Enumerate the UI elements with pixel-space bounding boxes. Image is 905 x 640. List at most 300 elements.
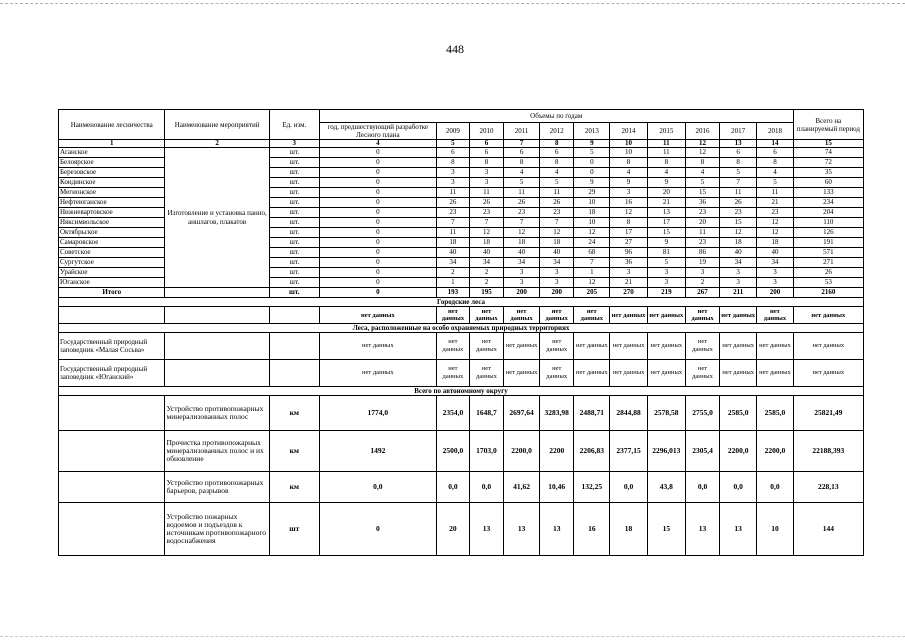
- year-value-cell: 21: [757, 198, 793, 208]
- header-volumes: Объемы по годам: [319, 110, 793, 123]
- column-number: 9: [574, 140, 610, 148]
- forest-plan-table: [58, 109, 864, 556]
- year-value-cell: 5: [574, 148, 610, 158]
- year-value-cell: 5: [503, 178, 539, 188]
- forestry-name: Нижневартовское: [59, 208, 165, 218]
- year-value-cell: 26: [436, 198, 469, 208]
- column-number: 12: [685, 140, 719, 148]
- row-total-cell: 25821,49: [793, 396, 863, 431]
- column-number-row: [59, 140, 864, 148]
- header-forestry: Наименование лесничества: [59, 110, 165, 140]
- section-header-row: [59, 324, 864, 333]
- header-year: 2016: [685, 123, 719, 140]
- year-value-cell: 13: [647, 208, 685, 218]
- year-value-cell: 9: [574, 178, 610, 188]
- year-value-cell: 5: [720, 168, 757, 178]
- year-value-cell: 7: [720, 178, 757, 188]
- prev-year-cell: 0: [319, 228, 436, 238]
- header-year: 2012: [540, 123, 574, 140]
- no-data-cell: нет данных: [469, 307, 503, 324]
- year-value-cell: 15: [647, 503, 685, 556]
- no-data-cell: нет данных: [720, 333, 757, 360]
- activity-name: Устройство пожарных водоемов и подъездов к источникам противопожарного водоснабжения: [165, 503, 269, 556]
- year-value-cell: 2: [436, 268, 469, 278]
- column-number: 14: [757, 140, 793, 148]
- year-value-cell: 2500,0: [436, 431, 469, 472]
- no-data-cell: нет данных: [720, 307, 757, 324]
- year-value-cell: 23: [685, 208, 719, 218]
- column-number: 4: [319, 140, 436, 148]
- year-value-cell: 21: [647, 198, 685, 208]
- row-total-cell: 126: [793, 228, 863, 238]
- year-value-cell: 2: [685, 278, 719, 288]
- forestry-name: Нефтеюганское: [59, 198, 165, 208]
- year-value-cell: 3: [720, 268, 757, 278]
- unit-cell: шт.: [269, 168, 319, 178]
- year-value-cell: 10: [574, 218, 610, 228]
- year-value-cell: 2206,83: [574, 431, 610, 472]
- forestry-name: Белоярское: [59, 158, 165, 168]
- unit-cell: шт.: [269, 198, 319, 208]
- grand-total-cell: 2160: [793, 288, 863, 298]
- prev-year-cell: 1774,0: [319, 396, 436, 431]
- no-data-cell: нет данных: [685, 333, 719, 360]
- year-value-cell: 0,0: [720, 472, 757, 503]
- year-value-cell: 1648,7: [469, 396, 503, 431]
- unit-cell: шт.: [269, 238, 319, 248]
- row-total-cell: 53: [793, 278, 863, 288]
- unit-cell: шт.: [269, 268, 319, 278]
- year-value-cell: 18: [757, 238, 793, 248]
- column-number: 7: [503, 140, 539, 148]
- unit-cell: км: [269, 472, 319, 503]
- year-value-cell: 8: [647, 158, 685, 168]
- year-value-cell: 11: [647, 148, 685, 158]
- no-data-cell: нет данных: [610, 360, 647, 387]
- column-number: 8: [540, 140, 574, 148]
- no-data-cell: нет данных: [793, 333, 863, 360]
- year-value-cell: 8: [720, 158, 757, 168]
- year-value-cell: 1: [574, 268, 610, 278]
- year-value-cell: 8: [610, 218, 647, 228]
- no-data-cell: нет данных: [610, 307, 647, 324]
- year-value-cell: 4: [540, 168, 574, 178]
- row-total-cell: 144: [793, 503, 863, 556]
- okrug-activity-row: [59, 396, 864, 431]
- year-value-cell: 26: [540, 198, 574, 208]
- year-value-cell: 3: [540, 278, 574, 288]
- reserve-name: Государственный природный заповедник «Малая Сосьва»: [59, 333, 165, 360]
- row-total-cell: 571: [793, 248, 863, 258]
- year-value-cell: 2200,0: [720, 431, 757, 472]
- header-total: Всего на планируемый период: [793, 110, 863, 140]
- year-value-cell: 2488,71: [574, 396, 610, 431]
- no-data-cell: нет данных: [647, 333, 685, 360]
- year-value-cell: 23: [720, 208, 757, 218]
- forestry-name: Юганское: [59, 278, 165, 288]
- year-value-cell: 18: [574, 208, 610, 218]
- year-value-cell: 16: [610, 198, 647, 208]
- forestry-name: Самаровское: [59, 238, 165, 248]
- row-total-cell: 72: [793, 158, 863, 168]
- year-value-cell: 3: [757, 268, 793, 278]
- prev-year-cell: 0: [319, 218, 436, 228]
- empty-cell: [269, 333, 319, 360]
- no-data-cell: нет данных: [503, 360, 539, 387]
- year-value-cell: 12: [757, 218, 793, 228]
- year-value-cell: 26: [720, 198, 757, 208]
- no-data-cell: нет данных: [574, 360, 610, 387]
- prev-year-cell: 0: [319, 198, 436, 208]
- year-value-cell: 11: [757, 188, 793, 198]
- row-total-cell: 133: [793, 188, 863, 198]
- header-year: 2009: [436, 123, 469, 140]
- no-data-cell: нет данных: [685, 307, 719, 324]
- year-value-cell: 11: [436, 228, 469, 238]
- year-value-cell: 12: [610, 208, 647, 218]
- year-value-cell: 9: [647, 238, 685, 248]
- year-value-cell: 40: [720, 248, 757, 258]
- year-value-cell: 10: [574, 198, 610, 208]
- section-okrug-title: Всего по автономному округу: [59, 387, 864, 396]
- unit-cell: шт.: [269, 248, 319, 258]
- forestry-row: [59, 148, 864, 158]
- year-value-cell: 3283,98: [540, 396, 574, 431]
- okrug-activity-row: [59, 503, 864, 556]
- year-value-cell: 3: [757, 278, 793, 288]
- okrug-activity-row: [59, 472, 864, 503]
- no-data-cell: нет данных: [436, 307, 469, 324]
- no-data-cell: нет данных: [503, 333, 539, 360]
- no-data-cell: нет данных: [436, 333, 469, 360]
- no-data-cell: нет данных: [720, 360, 757, 387]
- year-value-cell: 200: [503, 288, 539, 298]
- year-value-cell: 10: [610, 148, 647, 158]
- header-year: 2013: [574, 123, 610, 140]
- year-value-cell: 23: [436, 208, 469, 218]
- year-value-cell: 29: [574, 188, 610, 198]
- no-data-cell: нет данных: [647, 307, 685, 324]
- unit-cell: шт: [269, 503, 319, 556]
- year-value-cell: 13: [469, 503, 503, 556]
- year-value-cell: 68: [574, 248, 610, 258]
- year-value-cell: 10,46: [540, 472, 574, 503]
- year-value-cell: 8: [436, 158, 469, 168]
- year-value-cell: 5: [685, 178, 719, 188]
- year-value-cell: 12: [503, 228, 539, 238]
- year-value-cell: 13: [685, 503, 719, 556]
- row-total-cell: 26: [793, 268, 863, 278]
- no-data-cell: нет данных: [540, 333, 574, 360]
- no-data-cell: нет данных: [610, 333, 647, 360]
- forestry-name: Урайское: [59, 268, 165, 278]
- prev-year-cell: 0: [319, 288, 436, 298]
- total-row: [59, 288, 864, 298]
- row-total-cell: 191: [793, 238, 863, 248]
- no-data-cell: нет данных: [319, 333, 436, 360]
- header-row: [59, 110, 864, 123]
- year-value-cell: 2296,013: [647, 431, 685, 472]
- row-total-cell: 110: [793, 218, 863, 228]
- year-value-cell: 0,0: [469, 472, 503, 503]
- year-value-cell: 18: [469, 238, 503, 248]
- empty-cell: [165, 360, 269, 387]
- year-value-cell: 2200,0: [503, 431, 539, 472]
- year-value-cell: 3: [503, 278, 539, 288]
- forestry-name: Октябрьское: [59, 228, 165, 238]
- row-total-cell: 74: [793, 148, 863, 158]
- year-value-cell: 18: [436, 238, 469, 248]
- year-value-cell: 5: [540, 178, 574, 188]
- prev-year-cell: 0: [319, 148, 436, 158]
- year-value-cell: 23: [757, 208, 793, 218]
- year-value-cell: 4: [647, 168, 685, 178]
- no-data-cell: нет данных: [574, 307, 610, 324]
- year-value-cell: 23: [503, 208, 539, 218]
- prev-year-cell: 0: [319, 503, 436, 556]
- year-value-cell: 20: [436, 503, 469, 556]
- year-value-cell: 18: [503, 238, 539, 248]
- year-value-cell: 3: [647, 278, 685, 288]
- year-value-cell: 34: [720, 258, 757, 268]
- year-value-cell: 86: [685, 248, 719, 258]
- year-value-cell: 12: [685, 148, 719, 158]
- page-number: 448: [446, 42, 464, 56]
- year-value-cell: 16: [574, 503, 610, 556]
- forestry-name: Няксимвольское: [59, 218, 165, 228]
- empty-cell: [59, 396, 165, 431]
- year-value-cell: 4: [610, 168, 647, 178]
- header-year: 2015: [647, 123, 685, 140]
- prev-year-cell: 0: [319, 258, 436, 268]
- year-value-cell: 1703,0: [469, 431, 503, 472]
- year-value-cell: 11: [436, 188, 469, 198]
- no-data-cell: нет данных: [469, 360, 503, 387]
- empty-cell: [269, 307, 319, 324]
- year-value-cell: 13: [540, 503, 574, 556]
- header-year: 2010: [469, 123, 503, 140]
- prev-year-cell: 0,0: [319, 472, 436, 503]
- header-year: 2011: [503, 123, 539, 140]
- empty-cell: [59, 472, 165, 503]
- year-value-cell: 6: [436, 148, 469, 158]
- column-number: 3: [269, 140, 319, 148]
- top-scan-border: [0, 3, 905, 4]
- year-value-cell: 0,0: [685, 472, 719, 503]
- year-value-cell: 2305,4: [685, 431, 719, 472]
- year-value-cell: 8: [757, 158, 793, 168]
- year-value-cell: 2697,64: [503, 396, 539, 431]
- year-value-cell: 8: [685, 158, 719, 168]
- header-activity: Наименование мероприятий: [165, 110, 269, 140]
- unit-cell: шт.: [269, 178, 319, 188]
- year-value-cell: 2: [469, 278, 503, 288]
- year-value-cell: 20: [647, 188, 685, 198]
- row-total-cell: 271: [793, 258, 863, 268]
- year-value-cell: 200: [540, 288, 574, 298]
- year-value-cell: 12: [720, 228, 757, 238]
- activity-name: Прочистка противопожарных минерализованных полос и их обновление: [165, 431, 269, 472]
- year-value-cell: 7: [574, 258, 610, 268]
- header-year: 2018: [757, 123, 793, 140]
- year-value-cell: 7: [540, 218, 574, 228]
- year-value-cell: 3: [436, 178, 469, 188]
- unit-cell: шт.: [269, 258, 319, 268]
- empty-cell: [59, 307, 165, 324]
- year-value-cell: 96: [610, 248, 647, 258]
- year-value-cell: 34: [503, 258, 539, 268]
- total-label: Итого: [59, 288, 165, 298]
- year-value-cell: 0: [574, 168, 610, 178]
- year-value-cell: 3: [685, 268, 719, 278]
- year-value-cell: 13: [503, 503, 539, 556]
- no-data-cell: нет данных: [793, 307, 863, 324]
- unit-cell: шт.: [269, 228, 319, 238]
- year-value-cell: 18: [610, 503, 647, 556]
- prev-year-cell: 0: [319, 278, 436, 288]
- year-value-cell: 43,8: [647, 472, 685, 503]
- header-year: 2017: [720, 123, 757, 140]
- year-value-cell: 195: [469, 288, 503, 298]
- year-value-cell: 5: [757, 178, 793, 188]
- year-value-cell: 36: [685, 198, 719, 208]
- header-prev-year: год, предшествующий разработке Лесного плана: [319, 123, 436, 140]
- no-data-cell: нет данных: [540, 307, 574, 324]
- empty-cell: [165, 307, 269, 324]
- year-value-cell: 12: [574, 278, 610, 288]
- year-value-cell: 9: [647, 178, 685, 188]
- year-value-cell: 8: [469, 158, 503, 168]
- year-value-cell: 8: [540, 158, 574, 168]
- row-total-cell: 22188,393: [793, 431, 863, 472]
- year-value-cell: 34: [540, 258, 574, 268]
- no-data-cell: нет данных: [757, 360, 793, 387]
- section-urban-title: Городские леса: [59, 298, 864, 307]
- activity-label: Изготовление и установка панно, аншлагов, плакатов: [165, 148, 269, 288]
- year-value-cell: 15: [720, 218, 757, 228]
- forestry-name: Березовское: [59, 168, 165, 178]
- year-value-cell: 34: [757, 258, 793, 268]
- year-value-cell: 11: [540, 188, 574, 198]
- bottom-scan-border: [0, 636, 905, 637]
- year-value-cell: 3: [503, 268, 539, 278]
- year-value-cell: 11: [720, 188, 757, 198]
- unit-cell: шт.: [269, 288, 319, 298]
- unit-cell: шт.: [269, 278, 319, 288]
- no-data-cell: нет данных: [574, 333, 610, 360]
- prev-year-cell: 0: [319, 188, 436, 198]
- year-value-cell: 4: [503, 168, 539, 178]
- year-value-cell: 27: [610, 238, 647, 248]
- column-number: 13: [720, 140, 757, 148]
- no-data-cell: нет данных: [469, 333, 503, 360]
- year-value-cell: 7: [469, 218, 503, 228]
- unit-cell: км: [269, 431, 319, 472]
- year-value-cell: 3: [469, 178, 503, 188]
- year-value-cell: 11: [685, 228, 719, 238]
- prev-year-cell: 0: [319, 178, 436, 188]
- prev-year-cell: 0: [319, 158, 436, 168]
- year-value-cell: 3: [610, 268, 647, 278]
- row-total-cell: 35: [793, 168, 863, 178]
- forestry-name: Советское: [59, 248, 165, 258]
- year-value-cell: 6: [720, 148, 757, 158]
- year-value-cell: 36: [610, 258, 647, 268]
- year-value-cell: 0: [574, 158, 610, 168]
- no-data-cell: нет данных: [503, 307, 539, 324]
- year-value-cell: 2377,15: [610, 431, 647, 472]
- section-protected-title: Леса, расположенные на особо охраняемых природных территориях: [59, 324, 864, 333]
- year-value-cell: 5: [647, 258, 685, 268]
- year-value-cell: 26: [503, 198, 539, 208]
- year-value-cell: 267: [685, 288, 719, 298]
- year-value-cell: 34: [469, 258, 503, 268]
- year-value-cell: 2: [469, 268, 503, 278]
- section-header-row: [59, 298, 864, 307]
- column-number: 10: [610, 140, 647, 148]
- year-value-cell: 41,62: [503, 472, 539, 503]
- year-value-cell: 6: [503, 148, 539, 158]
- forestry-name: Аганское: [59, 148, 165, 158]
- year-value-cell: 18: [540, 238, 574, 248]
- reserve-row: [59, 333, 864, 360]
- year-value-cell: 219: [647, 288, 685, 298]
- year-value-cell: 18: [720, 238, 757, 248]
- year-value-cell: 2578,58: [647, 396, 685, 431]
- year-value-cell: 40: [540, 248, 574, 258]
- year-value-cell: 2585,0: [757, 396, 793, 431]
- reserve-row: [59, 360, 864, 387]
- no-data-cell: нет данных: [540, 360, 574, 387]
- empty-cell: [59, 503, 165, 556]
- year-value-cell: 34: [436, 258, 469, 268]
- header-unit: Ед. изм.: [269, 110, 319, 140]
- no-data-cell: нет данных: [647, 360, 685, 387]
- year-value-cell: 6: [469, 148, 503, 158]
- column-number: 15: [793, 140, 863, 148]
- year-value-cell: 2585,0: [720, 396, 757, 431]
- year-value-cell: 17: [610, 228, 647, 238]
- year-value-cell: 3: [647, 268, 685, 278]
- year-value-cell: 8: [610, 158, 647, 168]
- prev-year-cell: 0: [319, 268, 436, 278]
- year-value-cell: 6: [540, 148, 574, 158]
- year-value-cell: 17: [647, 218, 685, 228]
- year-value-cell: 3: [436, 168, 469, 178]
- year-value-cell: 7: [436, 218, 469, 228]
- row-total-cell: 228,13: [793, 472, 863, 503]
- prev-year-cell: 0: [319, 168, 436, 178]
- forestry-name: Мегионское: [59, 188, 165, 198]
- year-value-cell: 3: [610, 188, 647, 198]
- year-value-cell: 19: [685, 258, 719, 268]
- year-value-cell: 12: [574, 228, 610, 238]
- year-value-cell: 211: [720, 288, 757, 298]
- year-value-cell: 12: [469, 228, 503, 238]
- empty-cell: [269, 360, 319, 387]
- row-total-cell: 60: [793, 178, 863, 188]
- year-value-cell: 10: [757, 503, 793, 556]
- year-value-cell: 12: [757, 228, 793, 238]
- year-value-cell: 270: [610, 288, 647, 298]
- year-value-cell: 23: [540, 208, 574, 218]
- unit-cell: шт.: [269, 188, 319, 198]
- activity-name: Устройство противопожарных барьеров, разрывов: [165, 472, 269, 503]
- year-value-cell: 2200: [540, 431, 574, 472]
- year-value-cell: 21: [610, 278, 647, 288]
- row-total-cell: 234: [793, 198, 863, 208]
- year-value-cell: 15: [647, 228, 685, 238]
